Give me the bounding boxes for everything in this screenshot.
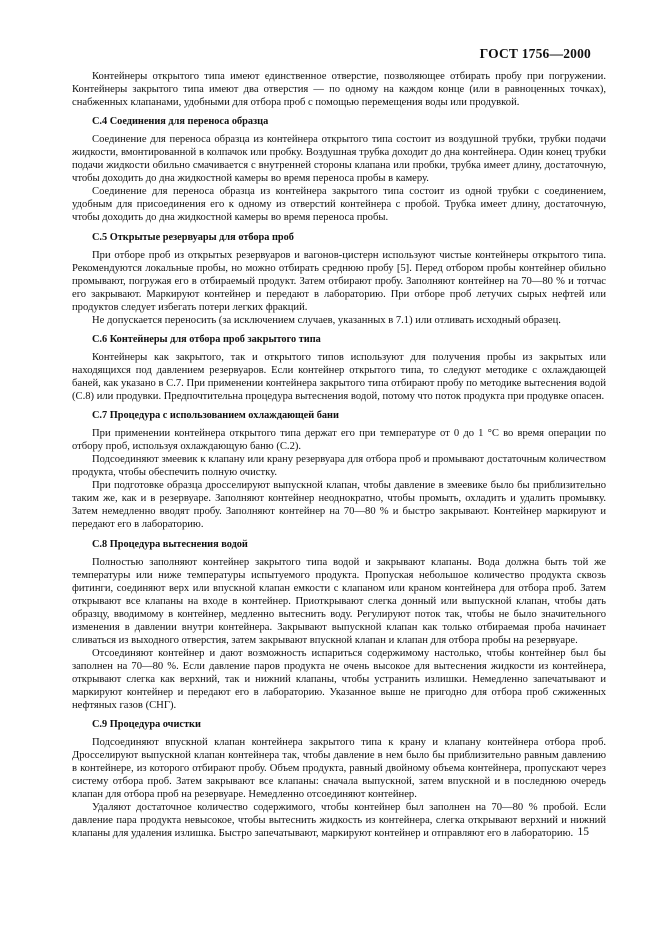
paragraph: Соединение для переноса образца из контейнера открытого типа состоит из воздушной трубки, трубки подачи жидкости, вмонтированной в колпачок или пробку. Воздушная трубка доходит до дна контейнера. Один конец трубки подачи жидкости обильно смачивается с внутренней стороны клапана или пробки, трубка имеет длину, достаточную, чтобы доходить до дна жидкостной камеры во время переноса пробы в камеру. [72, 134, 606, 185]
section-heading: С.4 Соединения для переноса образца [92, 116, 269, 128]
paragraph: Отсоединяют контейнер и дают возможность испариться содержимому настолько, чтобы контейнер был бы заполнен на 70—80 %. Если давление паров продукта не очень высокое для вытеснения жидкости из контейнера, открывают слегка как верхний, так и нижний клапаны, чтобы устранить излишки. Немедленно запечатывают и маркируют контейнер и передают его в лабораторию. Указанное выше не пригодно для отбора проб сжиженных нефтяных газов (СНГ). [72, 647, 606, 712]
section-heading: С.7 Процедура с использованием охлаждающей бани [92, 410, 339, 422]
paragraph: Соединение для переноса образца из контейнера закрытого типа состоит из одной трубки с соединением, удобным для присоединения его к одному из отверстий контейнера с пробой. Трубка имеет длину, достаточную, чтобы доходить до дна жидкостной камеры во время переноса пробы. [72, 186, 606, 224]
section-heading: С.8 Процедура вытеснения водой [92, 538, 248, 550]
paragraph: Подсоединяют змеевик к клапану или крану резервуара для отбора проб и промывают достаточным количеством продукта, чтобы обеспечить полную очистку. [72, 454, 606, 479]
paragraph: Контейнеры как закрытого, так и открытого типов используют для получения пробы из закрытых или находящихся под давлением резервуаров. Если контейнер открытого типа, то следуют методике с охлаждающей баней, как указано в С.7. При применении контейнера закрытого типа отбирают пробу по методике вытеснения водой (С.8) или продувки. Предпочтительна процедура вытеснения водой, потому что поток продукта при продувке опасен. [72, 351, 606, 403]
page-number: 15 [577, 826, 589, 838]
paragraph: Не допускается переносить (за исключением случаев, указанных в 7.1) или отливать исходный образец. [92, 314, 561, 326]
section-heading: С.9 Процедура очистки [92, 719, 201, 731]
paragraph: Полностью заполняют контейнер закрытого типа водой и закрывают клапаны. Вода должна быть той же температуры или ниже температуры испытуемого продукта. Пропуская небольшое количество продукта сквозь фитинги, соединяют верх или впускной клапан емкости с клапаном или краном контейнера для отбора проб. Затем открывают все клапаны на входе в контейнер. Приоткрывают слегка донный или выпускной клапан, чтобы дать образцу, вводимому в контейнер, медленно вытеснить воду. Регулируют поток так, чтобы не было значительного изменения в давлении внутри контейнера. Закрывают выпускной клапан как только отбираемая проба начинает сливаться из выходного отверстия, затем закрывают впускной клапан и клапан для отбора пробы на резервуаре. [72, 556, 606, 646]
paragraph: При применении контейнера открытого типа держат его при температуре от 0 до 1 °С во время операции по отбору проб, используя охлаждающую баню (С.2). [72, 428, 606, 453]
paragraph: Контейнеры открытого типа имеют единственное отверстие, позволяющее отбирать пробу при погружении. Контейнеры закрытого типа имеют два отверстия — по одному на каждом конце (или в равноценных точках), снабженных клапанами, удобными для отбора проб с помощью перемещения воды или продувкой. [72, 71, 606, 109]
standard-header: ГОСТ 1756—2000 [479, 46, 591, 61]
paragraph: При подготовке образца дросселируют выпускной клапан, чтобы давление в змеевике было бы приблизительно таким же, как и в резервуаре. Заполняют контейнер неоднократно, чтобы промыть, охладить и удалить промывку. Затем немедленно вводят пробу. Заполняют контейнер на 70—80 % и быстро закрывают. Контейнер маркируют и передают его в лабораторию. [72, 480, 606, 531]
document-body [72, 70, 606, 841]
section-heading: С.6 Контейнеры для отбора проб закрытого типа [92, 333, 321, 345]
paragraph: При отборе проб из открытых резервуаров и вагонов-цистерн используют чистые контейнеры открытого типа. Рекомендуются локальные пробы, но можно отбирать среднюю пробу [5]. Перед отбором пробы контейнер обильно промывают, погружая его в отбираемый продукт. Затем отбирают пробу. Заполняют контейнер на 70—80 % и тотчас его закрывают. Маркируют контейнер и передают в лабораторию. При отборе проб летучих сырых нефтей или продуктов следует избегать потери легких фракций. [72, 249, 606, 313]
section-heading: С.5 Открытые резервуары для отбора проб [92, 231, 294, 243]
paragraph: Подсоединяют впускной клапан контейнера закрытого типа к крану и клапану контейнера отбора проб. Дросселируют выпускной клапан контейнера так, чтобы давление в нем было бы приблизительно равным давлению в контейнере, из которого отбирают пробу. Объем продукта, равный двойному объема контейнера, пропускают через систему отбора проб. Затем закрывают все клапаны: сначала выпускной, затем впускной и в последнюю очередь клапан для отбора проб на резервуаре. Немедленно отсоединяют контейнер. [72, 737, 606, 801]
paragraph: Удаляют достаточное количество содержимого, чтобы контейнер был заполнен на 70—80 % пробой. Если давление пара продукта невысокое, чтобы вытеснить жидкость из контейнера, слегка открывают верхний и нижний клапаны для удаления излишка. Быстро запечатывают, маркируют контейнер и отправляют его в лабораторию. [72, 802, 606, 840]
